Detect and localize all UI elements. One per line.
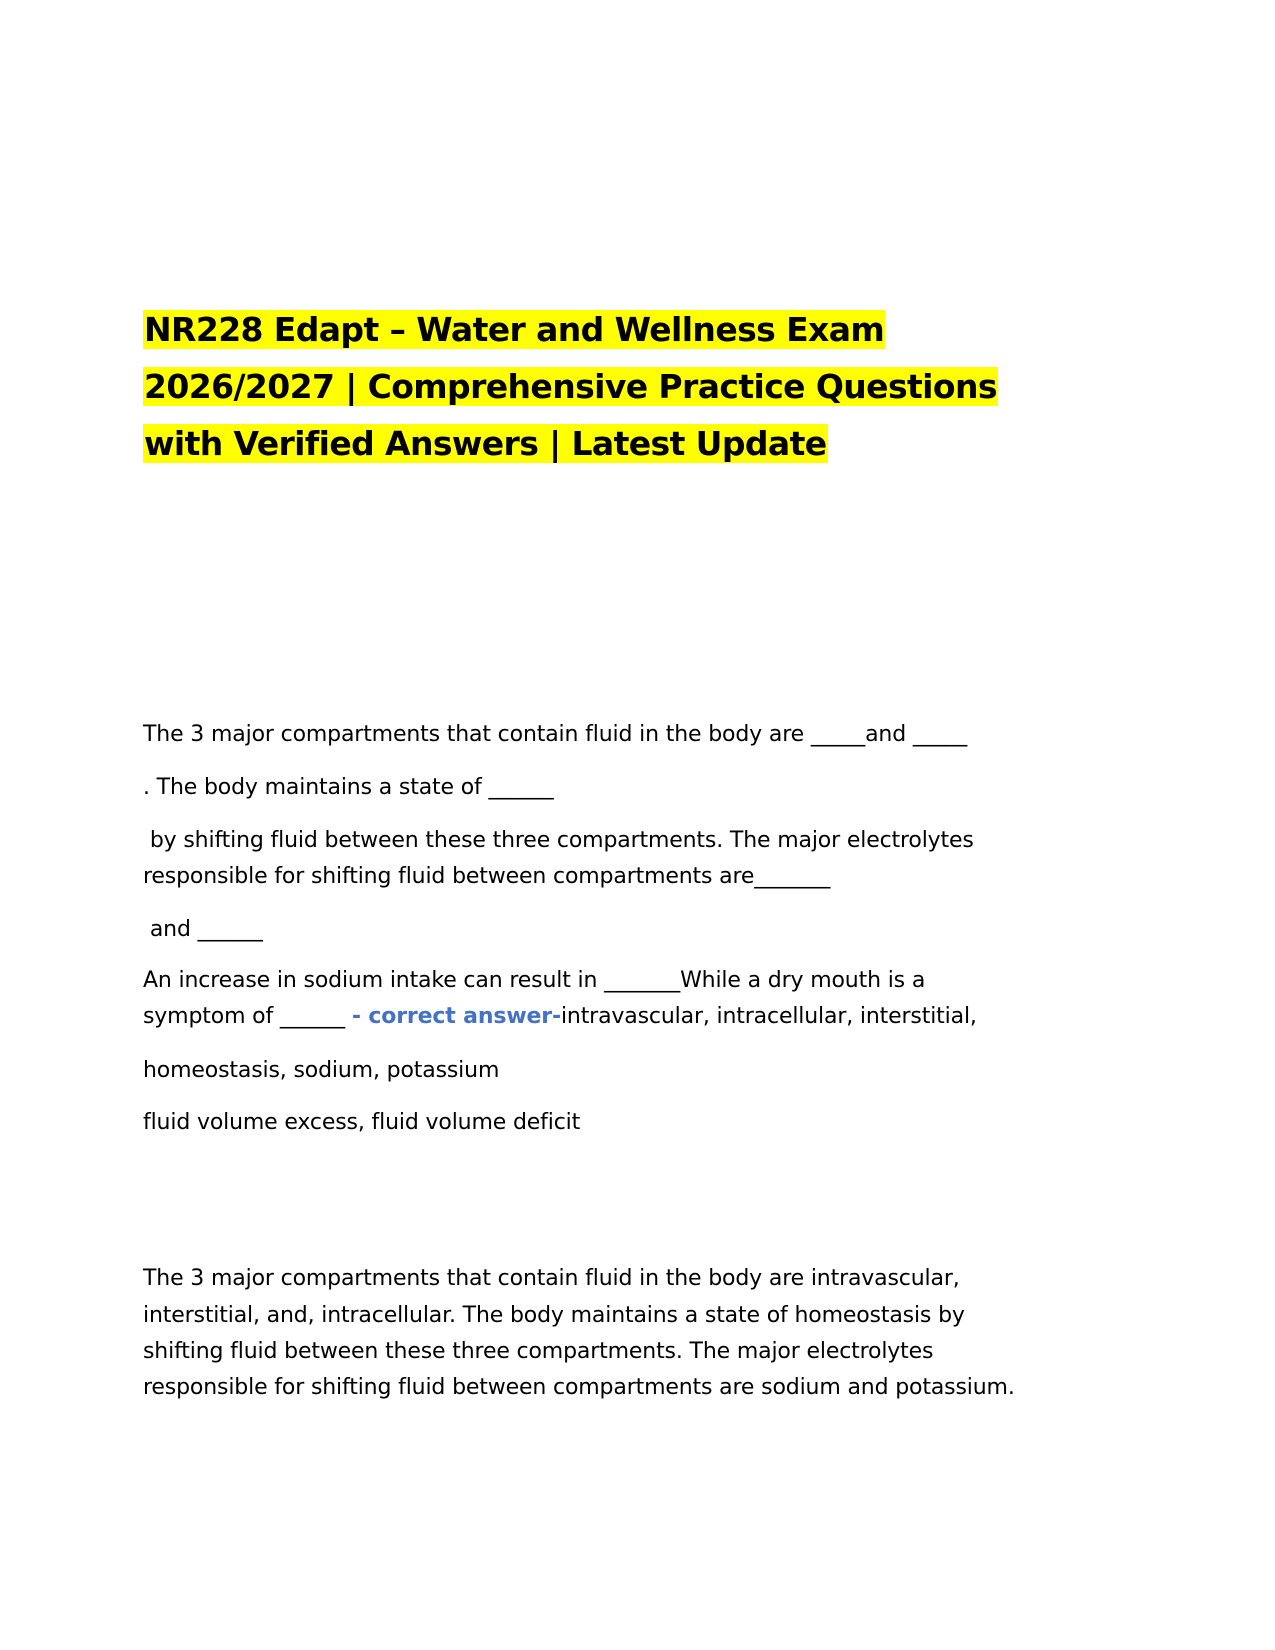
question-answer-line [143,999,977,1035]
question-line: responsible for shifting fluid between compartments are_______ [143,864,831,889]
answer-line: fluid volume excess, fluid volume deficit [143,1110,581,1135]
question-line: An increase in sodium intake can result in _______While a dry mouth is a [143,968,926,993]
explanation-line: responsible for shifting fluid between compartments are sodium and potassium. [143,1375,1015,1400]
question-line: The 3 major compartments that contain fluid in the body are _____and _____ [143,722,968,747]
question-line-prefix: symptom of ______ [143,1004,352,1029]
explanation-line: shifting fluid between these three compartments. The major electrolytes [143,1339,934,1364]
title-line: 2026/2027 | Comprehensive Practice Questions [144,367,997,406]
explanation-line: The 3 major compartments that contain fluid in the body are intravascular, [143,1266,960,1291]
answer-text: intravascular, intracellular, interstitial, [560,1004,977,1029]
answer-line: homeostasis, sodium, potassium [143,1058,500,1083]
title-line: NR228 Edapt – Water and Wellness Exam [144,310,885,349]
title-line: with Verified Answers | Latest Update [144,424,827,463]
question-line: and ______ [143,917,263,942]
question-line: . The body maintains a state of ______ [143,775,554,800]
correct-answer-marker: - correct answer- [351,1004,561,1029]
question-line: by shifting fluid between these three compartments. The major electrolytes [143,828,974,853]
explanation-line: interstitial, and, intracellular. The body maintains a state of homeostasis by [143,1303,965,1328]
document-title [143,301,1143,472]
